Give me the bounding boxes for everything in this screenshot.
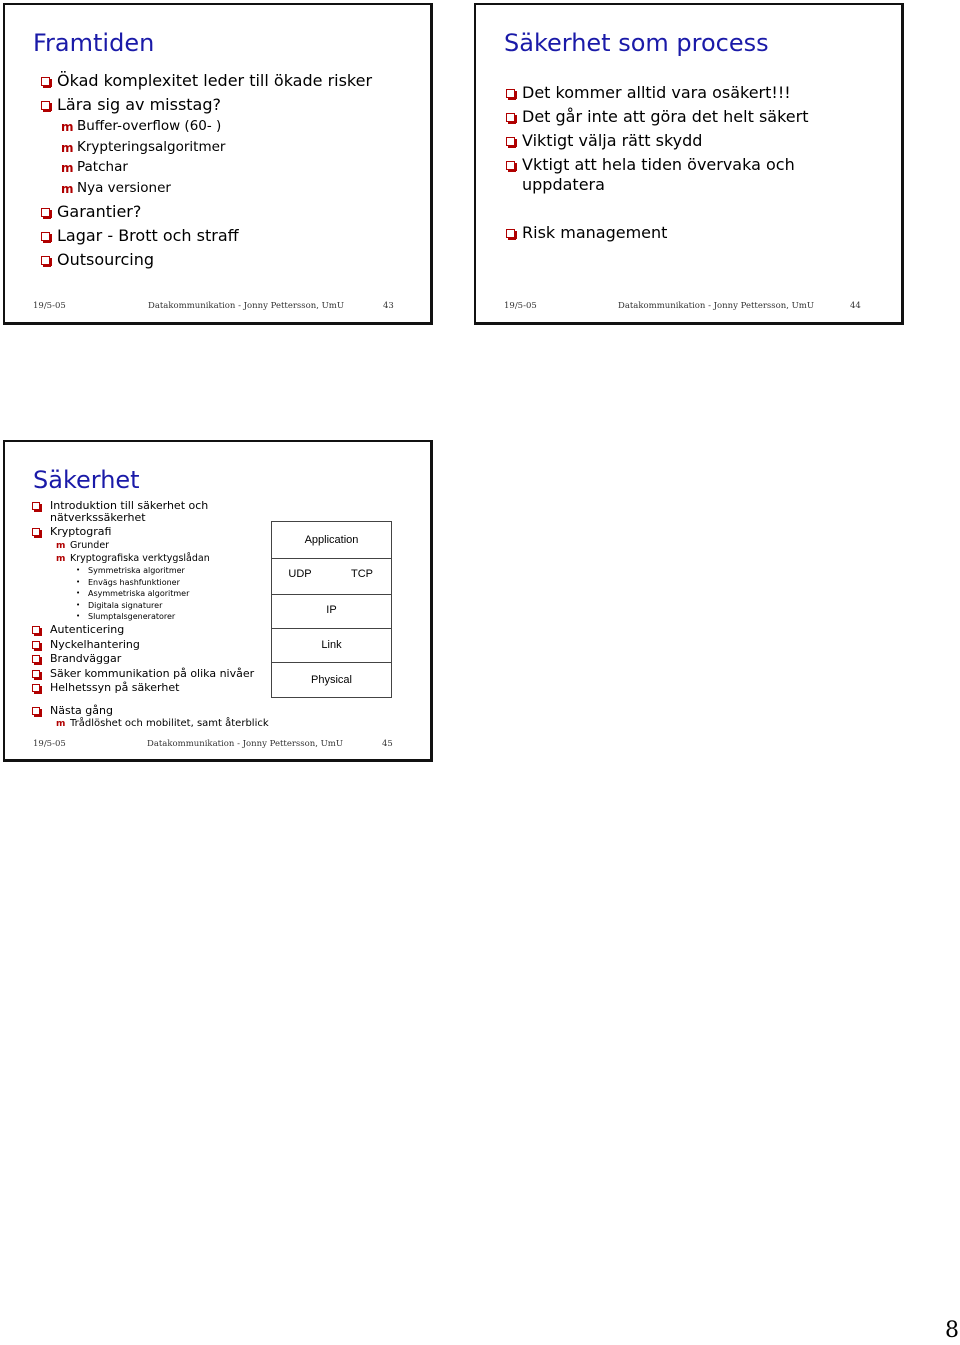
- list-item: Nästa gång: [32, 705, 269, 718]
- list-item-continuation: nätverkssäkerhet: [50, 511, 146, 524]
- list-item: Vktigt att hela tiden övervaka och: [506, 155, 808, 175]
- footer-date: 19/5-05: [504, 301, 537, 311]
- square-bullet-icon: [506, 161, 515, 170]
- bullet-list: [32, 500, 269, 731]
- stack-link-label: Link: [321, 639, 342, 651]
- stack-ip-label: IP: [326, 604, 337, 616]
- list-item: • Slumptalsgeneratorer: [76, 612, 176, 621]
- list-item: Introduktion till säkerhet och: [32, 500, 269, 512]
- list-item: Risk management: [506, 223, 808, 247]
- dot-bullet-icon: •: [76, 589, 81, 597]
- square-bullet-icon: [41, 77, 50, 86]
- slide-title: Säkerhet som process: [504, 29, 769, 57]
- m-bullet-icon: m: [56, 541, 66, 551]
- list-item: Autenticering: [32, 624, 269, 639]
- dot-bullet-icon: •: [76, 600, 81, 609]
- footer-page-number: 43: [383, 301, 394, 311]
- list-item: • Asymmetriska algoritmer: [76, 589, 190, 598]
- list-item: Säker kommunikation på olika nivåer: [32, 668, 269, 683]
- slide-43: [3, 3, 433, 325]
- list-item: Ökad komplexitet leder till ökade risker: [41, 71, 372, 95]
- list-item: Det kommer alltid vara osäkert!!!: [506, 83, 808, 107]
- bullet-list: [41, 71, 372, 274]
- square-bullet-icon: [506, 229, 515, 238]
- list-item: • Symmetriska algoritmer: [76, 566, 185, 575]
- m-bullet-icon: m: [61, 182, 74, 196]
- square-bullet-icon: [32, 707, 40, 715]
- stack-udp-label: UDP: [288, 568, 312, 580]
- page-number: 8: [945, 1318, 959, 1343]
- list-item: • Digitala signaturer: [76, 600, 163, 610]
- stack-divider: [272, 558, 391, 559]
- square-bullet-icon: [32, 626, 40, 634]
- list-item-continuation: uppdatera: [522, 175, 605, 194]
- square-bullet-icon: [506, 137, 515, 146]
- list-item: Viktigt välja rätt skydd: [506, 131, 808, 155]
- square-bullet-icon: [41, 256, 50, 265]
- list-item: m Patchar: [61, 159, 128, 175]
- stack-physical-label: Physical: [311, 674, 352, 686]
- list-item: Kryptografi: [32, 526, 269, 540]
- dot-bullet-icon: •: [76, 566, 81, 574]
- footer-course: Datakommunikation - Jonny Pettersson, UmU: [618, 301, 815, 311]
- list-item: Det går inte att göra det helt säkert: [506, 107, 808, 131]
- list-item: Nyckelhantering: [32, 639, 269, 654]
- list-item: • Envägs hashfunktioner: [76, 577, 180, 587]
- square-bullet-icon: [32, 528, 40, 536]
- square-bullet-icon: [32, 655, 40, 663]
- stack-application-label: Application: [304, 534, 359, 546]
- footer-page-number: 44: [850, 301, 861, 311]
- m-bullet-icon: m: [61, 141, 74, 155]
- square-bullet-icon: [41, 232, 50, 241]
- list-item: Lagar - Brott och straff: [41, 226, 372, 250]
- square-bullet-icon: [32, 641, 40, 649]
- list-item: Outsourcing: [41, 250, 372, 274]
- bullet-list: [506, 83, 808, 247]
- slide-title: Säkerhet: [33, 466, 140, 494]
- square-bullet-icon: [41, 101, 50, 110]
- footer-course: Datakommunikation - Jonny Pettersson, UmU: [148, 301, 345, 311]
- list-item: m Krypteringsalgoritmer: [61, 139, 226, 155]
- slide-title: Framtiden: [33, 29, 155, 57]
- footer-course: Datakommunikation - Jonny Pettersson, UmU: [147, 739, 344, 749]
- square-bullet-icon: [32, 670, 40, 678]
- list-item: m Trådlöshet och mobilitet, samt återblick: [56, 718, 269, 729]
- list-item: m Buffer-overflow (60- ): [61, 118, 222, 134]
- square-bullet-icon: [41, 208, 50, 217]
- square-bullet-icon: [32, 502, 40, 510]
- list-item: m Grunder: [56, 540, 110, 551]
- m-bullet-icon: m: [56, 554, 66, 564]
- footer-date: 19/5-05: [33, 739, 66, 749]
- m-bullet-icon: m: [56, 719, 66, 729]
- stack-tcp-label: TCP: [351, 568, 373, 580]
- stack-divider: [272, 628, 391, 629]
- list-item: Helhetssyn på säkerhet: [32, 682, 269, 705]
- square-bullet-icon: [32, 684, 40, 692]
- dot-bullet-icon: •: [76, 612, 81, 620]
- list-item: m Nya versioner: [61, 180, 171, 196]
- list-item: m Kryptografiska verktygslådan: [56, 553, 210, 564]
- stack-divider: [272, 594, 391, 595]
- list-item: Garantier?: [41, 202, 372, 226]
- dot-bullet-icon: •: [76, 577, 81, 586]
- footer-date: 19/5-05: [33, 301, 66, 311]
- m-bullet-icon: m: [61, 161, 74, 175]
- slide-44: [474, 3, 904, 325]
- list-item: Lära sig av misstag?: [41, 95, 372, 118]
- square-bullet-icon: [506, 89, 515, 98]
- footer-page-number: 45: [382, 739, 393, 749]
- protocol-stack-diagram: [271, 521, 392, 698]
- m-bullet-icon: m: [61, 120, 74, 134]
- list-item: Brandväggar: [32, 653, 269, 668]
- square-bullet-icon: [506, 113, 515, 122]
- stack-divider: [272, 662, 391, 663]
